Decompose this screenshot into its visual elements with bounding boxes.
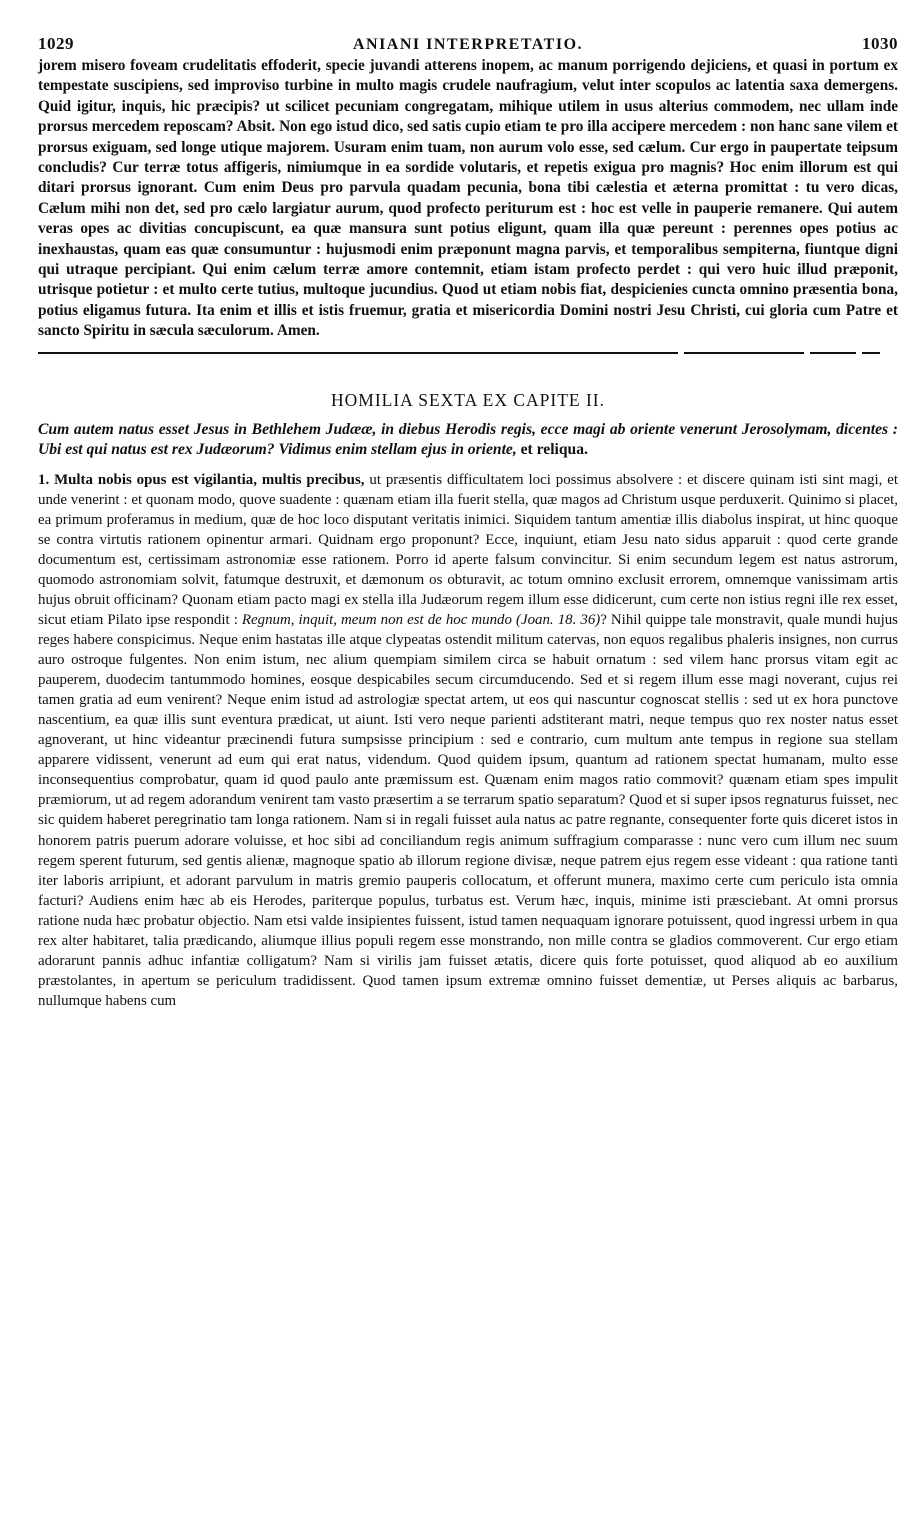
section-1 (38, 470, 898, 1011)
section-divider (38, 352, 886, 354)
running-title: ANIANI INTERPRETATIO. (352, 36, 584, 53)
running-head (38, 34, 898, 56)
divider-segment (684, 352, 804, 354)
page-number-right: 1030 (861, 34, 898, 53)
scripture-quote: Regnum, inquit, meum non est de hoc mundo (Joan. 18. 36) (241, 612, 601, 629)
section-text-a: ut præsentis difficultatem loci possimus absolvere : et discere quinam isti sint magi, et unde venerint : et quonam modo, quove suadente : quænam etiam illa fuerit stella, quæ magos ad Christum usque perduxerit. Quinimo si placet, ea primum proferamus in medium, quæ de hoc loco disputant veritatis inimici. Siquidem tantum amentiæ illis diabolus inspirat, ut hinc quoque se contra virtutis rationem opinentur armari. Quidnam ergo proponunt? Ecce, inquiunt, etiam Jesu nato sidus apparuit : quod certe grande documentum est, certissimam astronomiæ esse rationem. Porro id aperte falsum convincitur. Si enim secundum legem est natus astrorum, quomodo astronomiam solvit, fatumque destruxit, et dæmonum os obturavit, ac totum omnino exclusit errorem, omnemque vanissimam artis hujus obruit officinam? Quonam etiam pacto magi ex stella illa Judæorum regem illum esse didicerunt, cum certe non istius regni ille rex esset, sicut etiam Pilato ipse respondit : (38, 471, 898, 629)
lemma-roman: et reliqua. (516, 440, 588, 458)
divider-segment (38, 352, 678, 354)
divider-segment (862, 352, 880, 354)
lemma-italic: Cum autem natus esset Jesus in Bethlehem Judææ, in diebus Herodis regis, ecce magi ab oriente venerunt Jerosolymam, dicentes : Ubi est qui natus est rex Judæorum? Vidimus enim stellam ejus in oriente, (38, 420, 898, 458)
page-number-left: 1029 (38, 34, 74, 53)
section-text-b: ? Nihil quippe tale monstravit, quale mundi hujus reges habere conspicimus. Neque enim hastatas ille atque clypeatas ostendit militum catervas, non equos regalibus phaleris insignes, non currus auro ostroque fulgentes. Non enim istum, nec alium quempiam similem circa se habuit ornatum : sed vilem hanc prorsus vitam egit ac pauperem, duodecim tantummodo homines, eosque despicabiles secum circumducendo. Sed et si regem illum esse magi noverant, cujus rei tamen gratia ad eum venirent? Neque enim istud ad astrologiæ spectat artem, ut eos qui nascuntur cognoscat stellis : sed ut ex hora punctove nascentium, ea quæ illis sunt eventura prædicat, ut aiunt. Isti vero neque parienti adstiterant matri, neque tempus quo rex noster natus esset agnoverant, ut hinc videantur præcinendi futura sumpsisse principium : sed e contrario, cum multum ante tempus in regione sua stellam apparere vidissent, venerunt ad eum qui erat natus, videndum. Quod quidem ipsum, quantum ad rationem spectat humanam, multo esse inconsequentius comprobatur, quam id quod paulo ante præmissum est. Quænam enim magos ratio commovit? quænam etiam spes impulit præmiorum, ut ad regem adorandum venirent tam vasto præsertim a se terrarum spatio separatum? Quod et si super ipsos regnaturus fuisset, nec sic quidem haberet peregrinatio tam longa rationem. Nam si in regali fuisset aula natus ac patre regnante, consequenter forte quis diceret istos in honorem patris puerum adorare voluisse, et hoc sibi ad conciliandum regis animum suffragium comparasse : nunc vero cum illum nec suum regem sperent futurum, sed gentis alienæ, magnoque spatio ab illorum regione divisæ, neque patrem ejus regem esse videant : qua ratione tanti iter laboris arripiunt, et adorant parvulum in matris gremio pauperis collocatum, et offerunt munera, maximo certe cum periculo ista omnia facturi? Audiens enim hæc ab eis Herodes, pariterque populus, turbatus est. Verum hæc, inquis, minime isti præsciebant. At omni prorsus ratione nuda hæc probatur objectio. Nam etsi valde insipientes fuissent, istud tamen nequaquam ignorare potuissent, quod ingressi urbem in qua rex alter habitaret, talia prædicando, aliumque illius populi regem esse monstrando, non mille contra se gladios commoverent. Cur ergo etiam adorarunt pannis adhuc infantiæ colligatum? Nam si virilis jam fuisset ætatis, dicere quis forte potuisset, quod aliquod ab eo auxilium præstolantes, in apertum se periculum tradidissent. Quod tamen ipsum extremæ omnino fuisset dementiæ, ut Perses aliquis ac barbarus, nullumque habens cum (38, 612, 898, 1009)
scripture-lemma (38, 420, 898, 460)
divider-segment (810, 352, 856, 354)
previous-homily-conclusion: jorem misero foveam crudelitatis effoderit, specie juvandi atterens inopem, ac manum porrigendo dejiciens, et quasi in portum ex tempestate suscipiens, sed improviso turbine in multo magis crudele naufragium, velut inter scopulos ac latentia saxa demergens. Quid igitur, inquis, hic præcipis? ut scilicet pecuniam congregatam, mihique utilem in usus alterius commodem, nec ullam inde prorsus mercedem reposcam? Absit. Non ego istud dico, sed satis cupio etiam te pro illa accipere mercedem : non hanc sane vilem et prorsus exiguam, sed longe utique majorem. Usuram enim tuam, non aurum volo esse, sed cælum. Cur ergo in paupertate teipsum concludis? Cur terræ totus affigeris, nimiumque in ea sordide volutaris, et repetis exigua pro magnis? Hoc enim illorum est qui ditari prorsus ignorant. Cum enim Deus pro parvula quadam pecunia, bona tibi cælestia et æterna promittat : tu vero dicas, Cælum mihi non det, sed pro cælo largiatur aurum, quod profecto periturum est : hoc est velle in pauperie remanere. Qui autem veras opes ac divitias concupiscunt, ea quæ mansura sunt potius eligunt, quam illa quæ pereunt : perennes opes potius ac inexhaustas, quam eas quæ consumuntur : hujusmodi enim præponunt magna parvis, et temporalibus sempiterna, fiuntque digni qui utraque percipiant. Qui enim cælum terræ amore contemnit, etiam istam profecto perdet : qui vero huic illud præponit, utrisque potietur : et multo certe tutius, multoque jucundius. Quod ut etiam nobis fiat, despicienies cuncta omnino præsentia bona, potius eligamus futura. Ita enim et illis et istis fruemur, gratia et misericordia Domini nostri Jesu Christi, cui gloria cum Patre et sancto Spiritu in sæcula sæculorum. Amen. (38, 57, 898, 340)
homily-title: HOMILIA SEXTA EX CAPITE II. (331, 389, 605, 410)
section-lead: 1. Multa nobis opus est vigilantia, multis precibus, (38, 471, 365, 488)
